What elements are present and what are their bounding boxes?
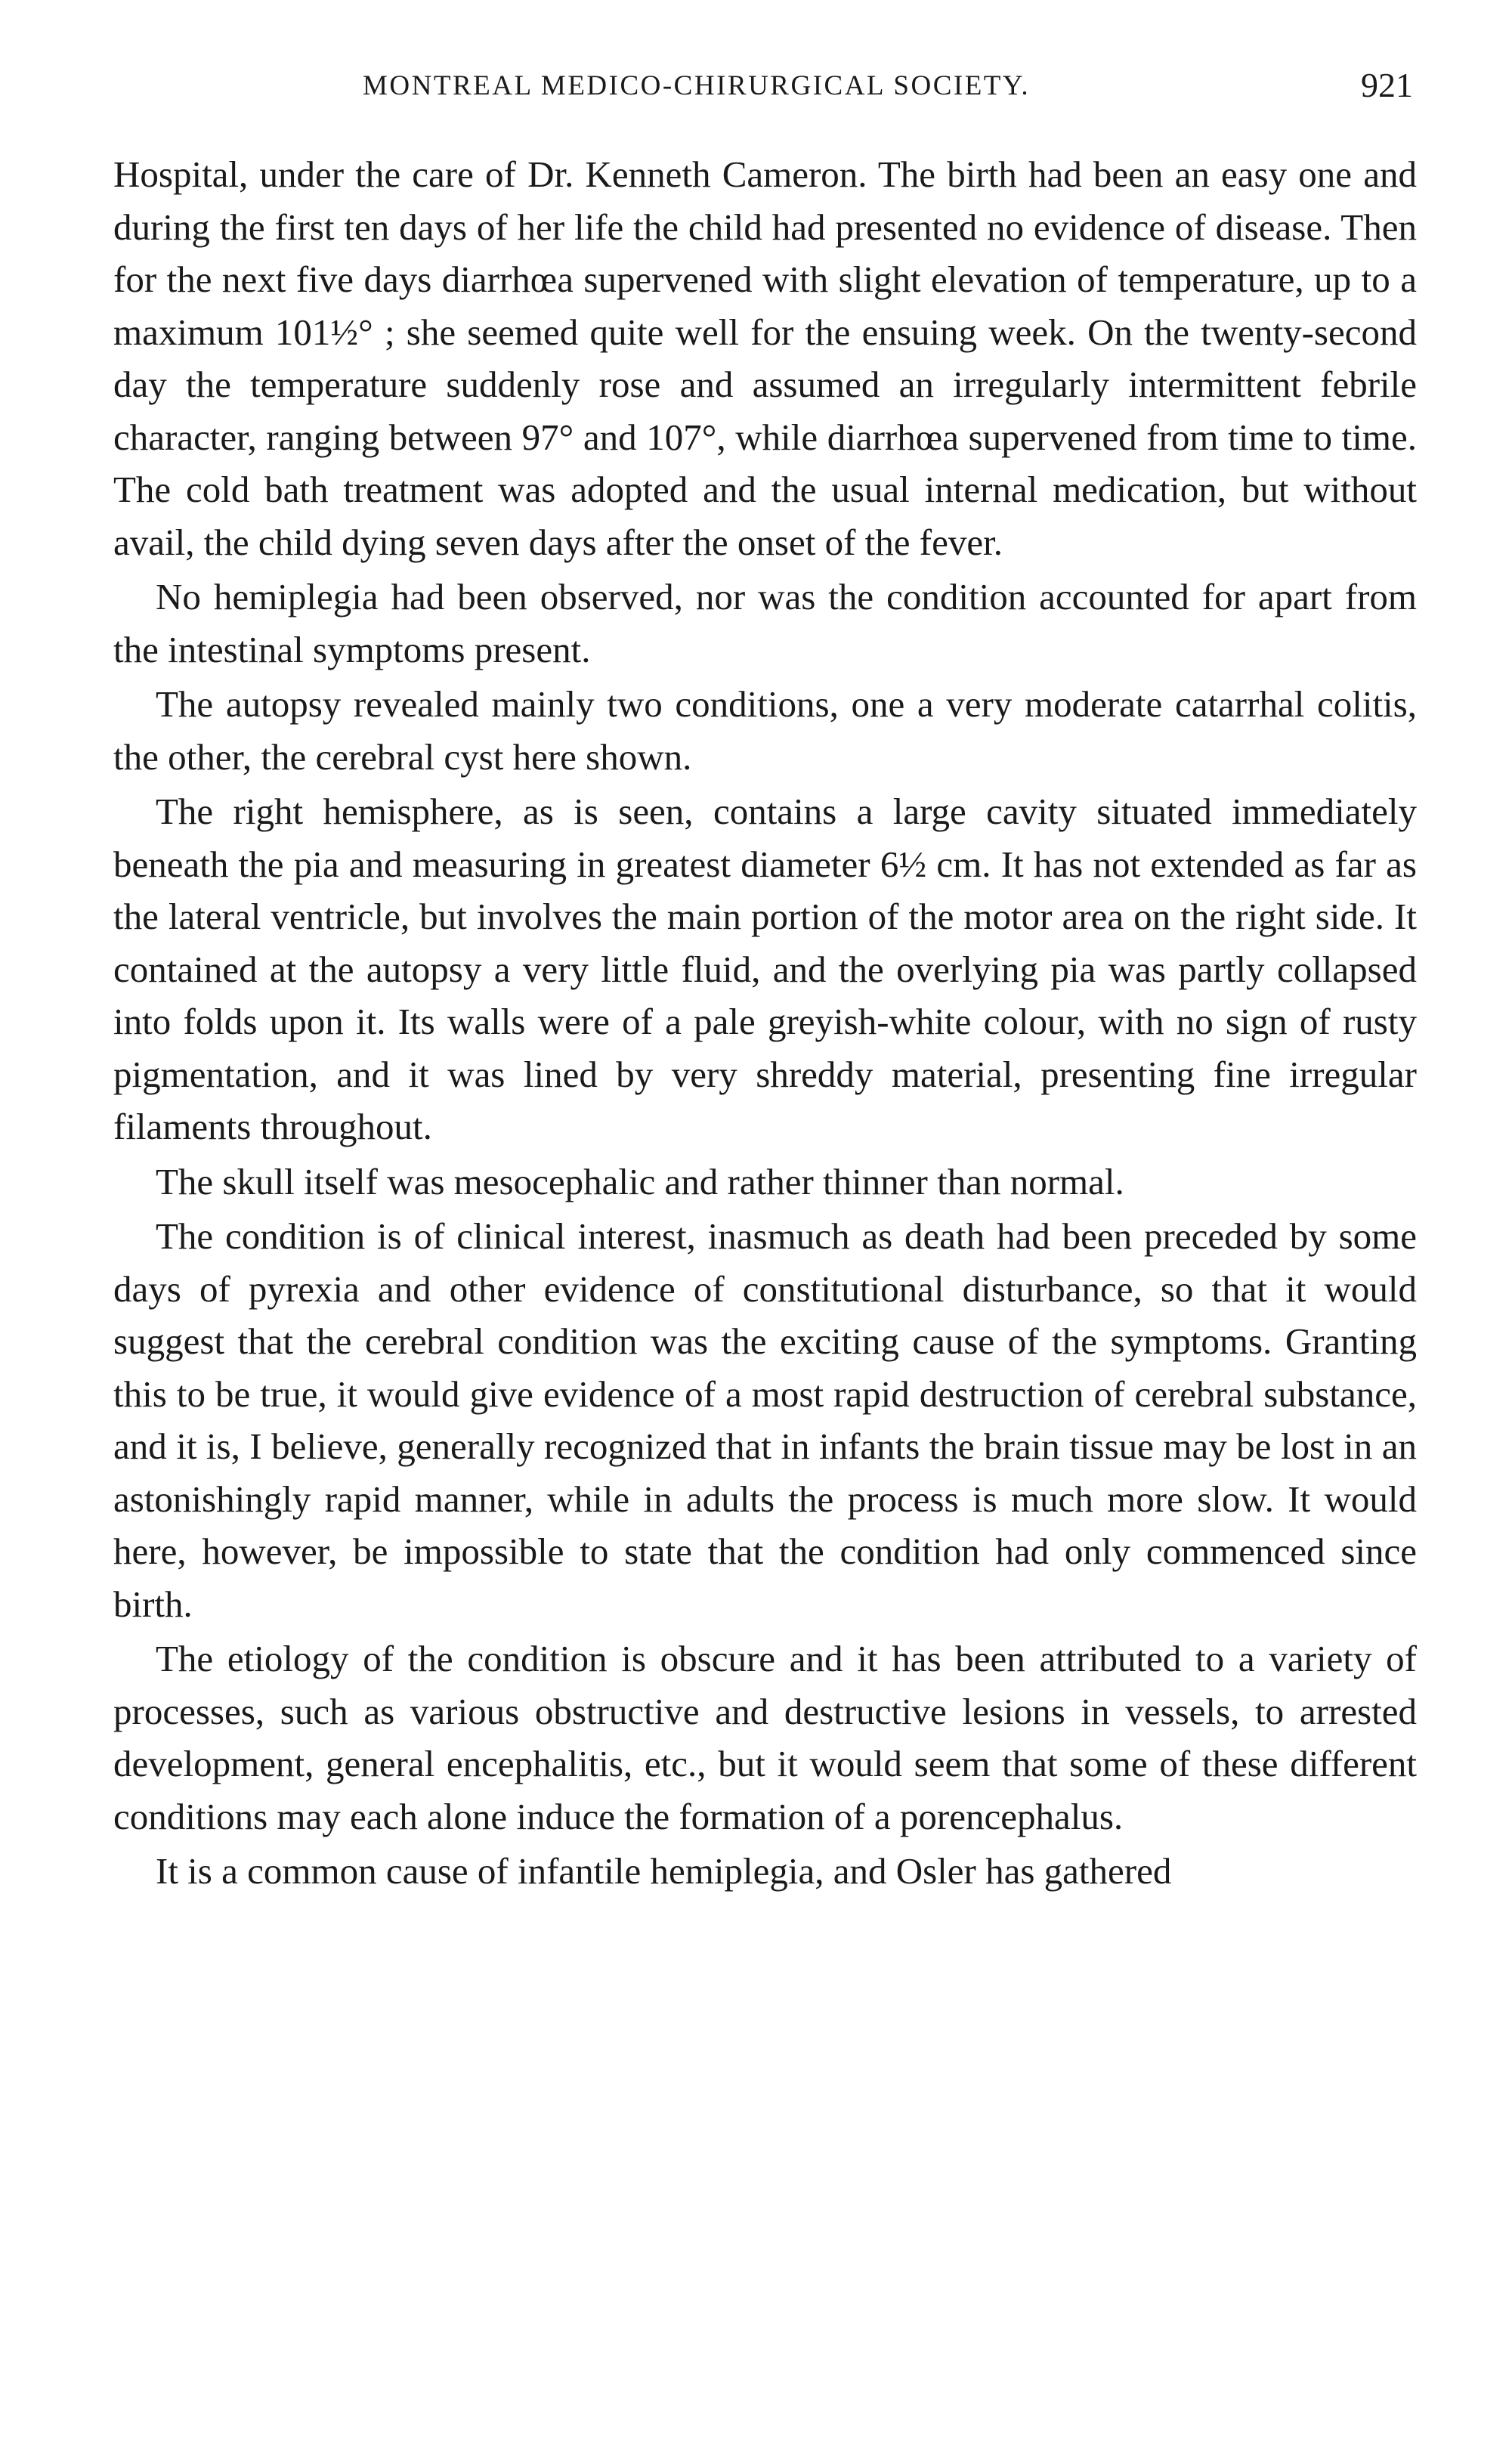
paragraph-autopsy: The autopsy revealed mainly two conditions, one a very moderate catarrhal colitis, the other, the cerebral cyst here shown. bbox=[113, 683, 1417, 778]
paragraph-infantile-hemiplegia: It is a common cause of infantile hemiplegia, and Osler has gathered bbox=[156, 1850, 1172, 1892]
paragraph-no-hemiplegia: No hemiplegia had been observed, nor was the condition accounted for apart from the intestinal symptoms present. bbox=[113, 576, 1417, 670]
paragraph-case-history: Hospital, under the care of Dr. Kenneth Cameron. The birth had been an easy one and during the first ten days of her life the child had presented no evidence of disease. Then for the next five days diarrhœa supervened with slight elevation of temperature, up to a maximum 101½° ; she seemed quite well for the ensuing week. On the twenty-second day the temperature suddenly rose and assumed an irregularly intermittent febrile character, ranging between 97° and 107°, while diarrhœa supervened from time to time. The cold bath treatment was adopted and the usual internal medication, but without avail, the child dying seven days after the onset of the fever. bbox=[113, 153, 1417, 563]
paragraph-etiology: The etiology of the condition is obscure and it has been attributed to a variety of processes, such as various obstructive and destructive lesions in vessels, to arrested development, general encephalitis, etc., but it would seem that some of these different conditions may each alone induce the formation of a porencephalus. bbox=[113, 1638, 1417, 1837]
paragraph-right-hemisphere: The right hemisphere, as is seen, contains a large cavity situated immediately beneath the pia and measuring in greatest diameter 6½ cm. It has not extended as far as the lateral ventricle, but involves the main portion of the motor area on the right side. It contained at the autopsy a very little fluid, and the overlying pia was partly collapsed into folds upon it. Its walls were of a pale greyish-white colour, with no sign of rusty pigmentation, and it was lined by very shreddy material, presenting fine irregular filaments throughout. bbox=[113, 791, 1417, 1147]
body-text bbox=[113, 148, 1417, 1900]
page-number: 921 bbox=[1361, 66, 1413, 104]
paragraph-skull: The skull itself was mesocephalic and rather thinner than normal. bbox=[156, 1160, 1124, 1202]
running-title: MONTREAL MEDICO-CHIRURGICAL SOCIETY. bbox=[363, 70, 1031, 101]
running-head bbox=[113, 66, 1413, 122]
paragraph-clinical-interest: The condition is of clinical interest, inasmuch as death had been preceded by some days of pyrexia and other evidence of constitutional disturbance, so that it would suggest that the cerebral condition was the exciting cause of the symptoms. Granting this to be true, it would give evidence of a most rapid destruction of cerebral substance, and it is, I believe, generally recognized that in infants the brain tissue may be lost in an astonishingly rapid manner, while in adults the process is much more slow. It would here, however, be impossible to state that the condition had only commenced since birth. bbox=[113, 1215, 1417, 1625]
